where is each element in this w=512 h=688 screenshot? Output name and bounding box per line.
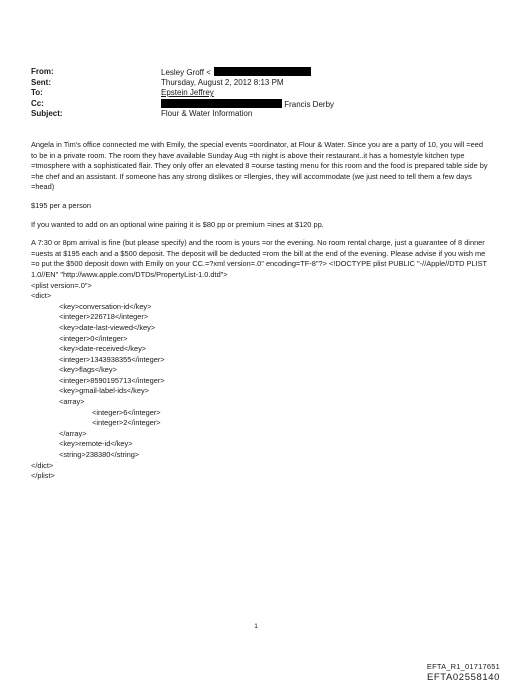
subject-label: Subject: [31, 109, 63, 118]
code-line: <key>gmail-label-ids</key> [59, 386, 149, 396]
code-line: <integer>8590195713</integer> [59, 375, 165, 385]
code-line: <integer>226718</integer> [59, 312, 149, 322]
code-line: </dict> [31, 460, 54, 470]
code-line: <key>date-last-viewed</key> [59, 322, 156, 332]
redaction-box [161, 99, 282, 108]
body-paragraph: A 7:30 or 8pm arrival is fine (but please specify) and the room is yours =or the evening. No room rental charge, just a guarantee of 8 dinner =uests at $195 each and a $500 deposit. The deposit will be deducted =rom the bill at the end of the evening. Please advise if you wish me =o put the $500 deposit down with Emily on your CC.=?xml version=.0" encoding=TF-8"?> <!DOCTYPE plist PUBLIC "-//Apple//DTD PLIST 1.0//EN" "http://www.apple.com/DTDs/PropertyList-1.0.dtd"> [31, 238, 487, 279]
code-line: <string>238380</string> [59, 450, 140, 460]
code-line: <integer>1343938355</integer> [59, 354, 165, 364]
body-paragraph: $195 per a person [31, 200, 91, 210]
cc-label: Cc: [31, 98, 44, 108]
plist-code-block [31, 281, 491, 482]
code-line: <key>flags</key> [59, 365, 117, 375]
from-row [31, 67, 491, 78]
from-label: From: [31, 67, 54, 76]
code-line: <plist version=.0"> [31, 280, 92, 290]
bates-reference-2: EFTA02558140 [426, 672, 500, 683]
code-line: <integer>6</integer> [92, 407, 161, 417]
sent-row [31, 78, 491, 89]
body-paragraph: If you wanted to add on an optional wine pairing it is $80 pp or premium =ines at $120 pp. [31, 219, 324, 229]
from-value: Lesley Groff < [161, 68, 211, 77]
subject-row [31, 109, 491, 120]
to-label: To: [31, 88, 43, 97]
sent-value: Thursday, August 2, 2012 8:13 PM [161, 77, 284, 87]
page-number: 1 [254, 623, 258, 630]
code-line: <key>remote-id</key> [59, 439, 133, 449]
bates-reference-1: EFTA_R1_01717651 [426, 662, 500, 671]
code-line: <integer>0</integer> [59, 333, 128, 343]
to-value: Epstein Jeffrey [161, 88, 214, 97]
code-line: <array> [59, 397, 85, 407]
code-line: <key>conversation-id</key> [59, 301, 152, 311]
code-line: <integer>2</integer> [92, 418, 161, 428]
redaction-box [214, 67, 311, 76]
body-paragraph: Angela in Tim's office connected me with Emily, the special events =oordinator, at Flour & Water. Since you are a party of 10, you will =eed to be in a private room. The room they have available Sunday Aug =th night is above their restaurant..it has a homestyle kitchen type =tmosphere with a sophisticated flair. They only offer an elevated 8 =ourse tasting menu for this room and the food is prepared table side by =he chef and an assistant. If someone has any strong dislikes or =llergies, they will accommodate (we just need to tell them a few days =head) [31, 140, 488, 192]
cc-value: Francis Derby [284, 99, 335, 109]
code-line: </plist> [31, 471, 55, 481]
subject-value: Flour & Water Information [161, 109, 253, 118]
code-line: </array> [59, 428, 87, 438]
email-body [31, 140, 491, 482]
to-row [31, 88, 491, 99]
sent-label: Sent: [31, 77, 51, 87]
code-line: <key>date-received</key> [59, 344, 147, 354]
code-line: <dict> [31, 291, 52, 301]
email-header [31, 67, 491, 120]
cc-row [31, 99, 491, 110]
